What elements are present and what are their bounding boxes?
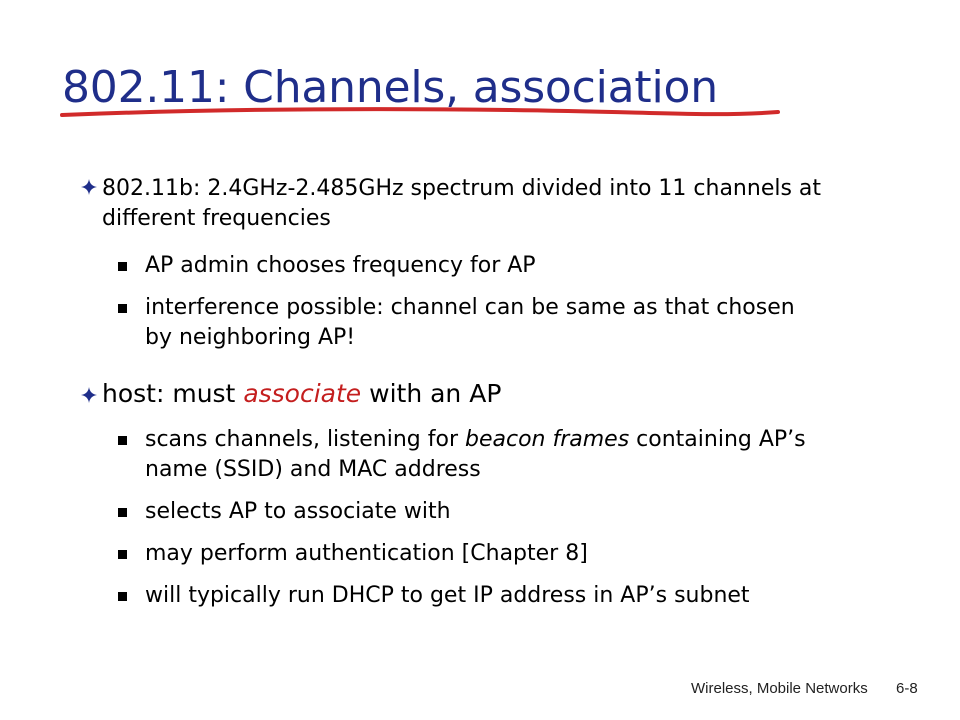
- subbullet-dhcp: will typically run DHCP to get IP address in AP’s subnet: [145, 583, 750, 608]
- square-bullet-icon: [118, 592, 127, 601]
- title-underline: [60, 104, 780, 124]
- subbullet-interference: interference possible: channel can be same as that chosen by neighboring AP!: [145, 295, 795, 350]
- footer-section: Wireless, Mobile Networks: [691, 680, 868, 697]
- square-bullet-icon: [118, 262, 127, 271]
- square-bullet-icon: [118, 304, 127, 313]
- diamond-bullet-icon: [80, 178, 98, 196]
- square-bullet-icon: [118, 508, 127, 517]
- associate-emphasis: associate: [243, 379, 362, 408]
- subbullet-ap-admin: AP admin chooses frequency for AP: [145, 253, 536, 278]
- square-bullet-icon: [118, 550, 127, 559]
- subbullet-selects-ap: selects AP to associate with: [145, 499, 451, 524]
- subbullet-scans-channels: [145, 425, 815, 485]
- bullet-host-associate: [102, 379, 822, 409]
- bullet-host-prefix: host: must: [102, 379, 244, 408]
- page-number: 6-8: [896, 680, 918, 697]
- scan-text-after: containing AP’s name (SSID) and MAC address: [145, 427, 806, 482]
- beacon-frames-emphasis: beacon frames: [465, 427, 630, 452]
- diamond-bullet-icon: [80, 386, 98, 404]
- square-bullet-icon: [118, 436, 127, 445]
- slide-title: 802.11: Channels, association: [62, 62, 718, 113]
- bullet-host-suffix: with an AP: [361, 379, 502, 408]
- subbullet-authentication: may perform authentication [Chapter 8]: [145, 541, 588, 566]
- scan-text-before: scans channels, listening for: [145, 427, 465, 452]
- bullet-spectrum: 802.11b: 2.4GHz-2.485GHz spectrum divided into 11 channels at different frequencies: [102, 176, 822, 231]
